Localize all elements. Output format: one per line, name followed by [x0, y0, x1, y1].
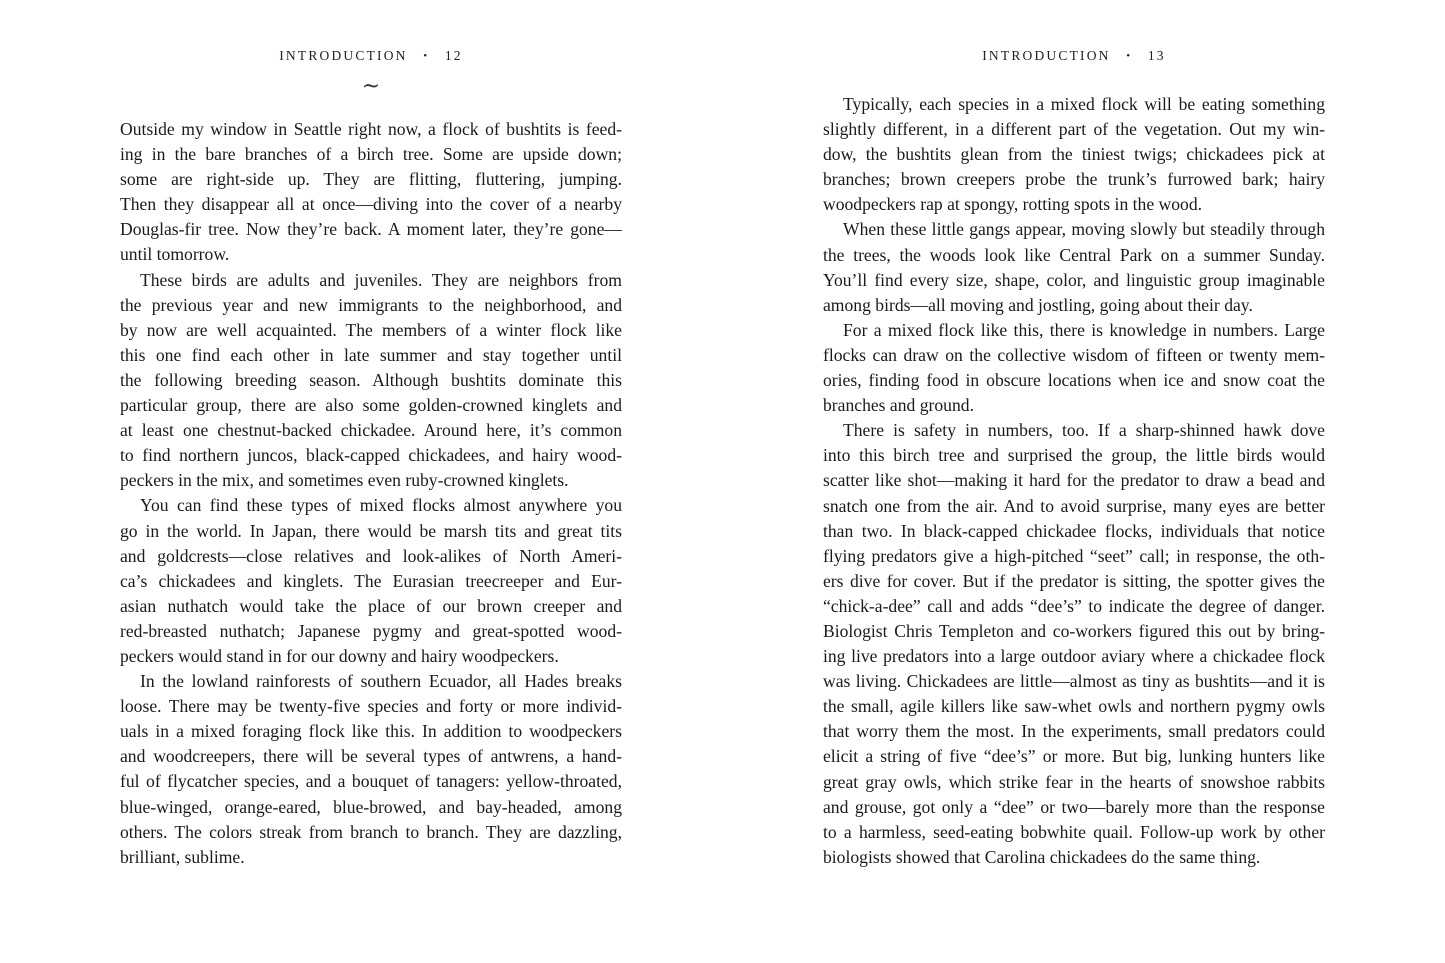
text-line: scatter like shot—making it hard for the predator to draw a bead and: [823, 470, 1325, 491]
running-head-left: [120, 48, 622, 64]
page-number: 13: [1147, 48, 1166, 63]
text-line: Douglas-fir tree. Now they’re back. A moment later, they’re gone—: [120, 219, 622, 240]
body-text-left: [120, 117, 622, 870]
text-line: You can find these types of mixed flocks almost anywhere you: [140, 495, 622, 516]
text-line: was living. Chickadees are little—almost as tiny as bushtits—and it is: [823, 671, 1325, 692]
paragraph: [823, 92, 1325, 217]
text-line: the small, agile killers like saw-whet owls and northern pygmy owls: [823, 696, 1325, 717]
text-line: into this birch tree and surprised the group, the little birds would: [823, 445, 1325, 466]
text-line: and woodcreepers, there will be several types of antwrens, a hand-: [120, 746, 622, 767]
text-line: others. The colors streak from branch to branch. They are dazzling,: [120, 821, 622, 842]
text-line: at least one chestnut-backed chickadee. Around here, it’s common: [120, 420, 622, 441]
text-line: asian nuthatch would take the place of our brown creeper and: [120, 595, 622, 616]
text-line: elicit a string of five “dee’s” or more. But big, lunking hunters like: [823, 746, 1325, 767]
text-line: and goldcrests—close relatives and look-alikes of North Ameri-: [120, 545, 622, 566]
text-line: loose. There may be twenty-five species and forty or more individ-: [120, 696, 622, 717]
paragraph: [823, 318, 1325, 418]
body-text-right: [823, 92, 1325, 870]
paragraph: [120, 493, 622, 669]
text-line: to find northern juncos, black-capped chickadees, and hairy wood-: [120, 445, 622, 466]
paragraph: [120, 268, 622, 494]
text-line: Outside my window in Seattle right now, a flock of bushtits is feed-: [120, 119, 622, 139]
text-line: the previous year and new immigrants to the neighborhood, and: [120, 294, 622, 315]
text-line: the trees, the woods look like Central Park on a summer Sunday.: [823, 244, 1325, 265]
paragraph: [120, 117, 622, 268]
text-line: ories, finding food in obscure locations when ice and snow coat the: [823, 370, 1325, 391]
text-line: Biologist Chris Templeton and co-workers figured this out by bring-: [823, 620, 1325, 641]
text-line: some are right-side up. They are flitting, fluttering, jumping.: [120, 169, 622, 190]
page-number: 12: [444, 48, 463, 63]
text-line: slightly different, in a different part of the vegetation. Out my win-: [823, 119, 1325, 140]
running-head-right: [823, 48, 1325, 64]
paragraph: [120, 669, 622, 870]
text-line: ers dive for cover. But if the predator is sitting, the spotter gives the: [823, 570, 1325, 591]
text-line: great gray owls, which strike fear in the hearts of snowshoe rabbits: [823, 771, 1325, 792]
text-line: “chick-a-dee” call and adds “dee’s” to indicate the degree of danger.: [823, 595, 1325, 616]
text-line: Typically, each species in a mixed flock will be eating something: [843, 94, 1325, 114]
text-line: the following breeding season. Although bushtits dominate this: [120, 369, 622, 390]
text-line: than two. In black-capped chickadee flocks, individuals that notice: [823, 520, 1325, 541]
running-head-separator: •: [423, 50, 430, 62]
text-line: among birds—all moving and jostling, going about their day.: [823, 294, 1253, 315]
text-line: branches; brown creepers probe the trunk’s furrowed bark; hairy: [823, 169, 1325, 190]
text-line: dow, the bushtits glean from the tiniest twigs; chickadees pick at: [823, 144, 1325, 165]
text-line: this one find each other in late summer and stay together until: [120, 344, 622, 365]
text-line: ca’s chickadees and kinglets. The Eurasian treecreeper and Eur-: [120, 570, 622, 591]
text-line: red-breasted nuthatch; Japanese pygmy and great-spotted wood-: [120, 620, 622, 641]
text-line: Then they disappear all at once—diving into the cover of a nearby: [120, 194, 622, 215]
text-line: There is safety in numbers, too. If a sharp-shinned hawk dove: [843, 420, 1325, 441]
text-line: brilliant, sublime.: [120, 846, 245, 867]
text-line: In the lowland rainforests of southern Ecuador, all Hades breaks: [140, 671, 622, 692]
text-line: You’ll find every size, shape, color, and linguistic group imaginable: [823, 269, 1325, 290]
text-line: uals in a mixed foraging flock like this. In addition to woodpeckers: [120, 721, 622, 742]
text-line: peckers in the mix, and sometimes even ruby-crowned kinglets.: [120, 470, 569, 491]
text-line: and grouse, got only a “dee” or two—barely more than the response: [823, 796, 1325, 817]
text-line: go in the world. In Japan, there would be marsh tits and great tits: [120, 520, 622, 541]
text-line: ing in the bare branches of a birch tree. Some are upside down;: [120, 144, 622, 165]
text-line: until tomorrow.: [120, 244, 230, 265]
text-line: snatch one from the air. And to avoid surprise, many eyes are better: [823, 495, 1325, 516]
running-head-section: INTRODUCTION: [279, 48, 408, 63]
section-ornament: ~: [361, 74, 381, 99]
text-line: branches and ground.: [823, 395, 974, 416]
text-line: to a harmless, seed-eating bobwhite quail. Follow-up work by other: [823, 821, 1325, 842]
text-line: ful of flycatcher species, and a bouquet of tanagers: yellow-throated,: [120, 771, 622, 792]
text-line: flying predators give a high-pitched “seet” call; in response, the oth-: [823, 545, 1325, 566]
text-line: ing live predators into a large outdoor aviary where a chickadee flock: [823, 646, 1325, 667]
paragraph: [823, 217, 1325, 317]
text-line: that worry them the most. In the experiments, small predators could: [823, 721, 1325, 742]
text-line: When these little gangs appear, moving slowly but steadily through: [843, 219, 1325, 240]
text-line: woodpeckers rap at spongy, rotting spots in the wood.: [823, 194, 1203, 215]
text-line: For a mixed flock like this, there is knowledge in numbers. Large: [843, 319, 1325, 340]
text-line: peckers would stand in for our downy and hairy woodpeckers.: [120, 645, 559, 666]
running-head-section: INTRODUCTION: [982, 48, 1111, 63]
text-line: blue-winged, orange-eared, blue-browed, and bay-headed, among: [120, 796, 622, 817]
text-line: particular group, there are also some golden-crowned kinglets and: [120, 395, 622, 416]
paragraph: [823, 418, 1325, 870]
text-line: biologists showed that Carolina chickadees do the same thing.: [823, 846, 1261, 867]
running-head-separator: •: [1126, 50, 1133, 62]
text-line: flocks can draw on the collective wisdom of fifteen or twenty mem-: [823, 344, 1325, 365]
text-line: These birds are adults and juveniles. They are neighbors from: [140, 269, 622, 290]
text-line: by now are well acquainted. The members of a winter flock like: [120, 319, 622, 340]
